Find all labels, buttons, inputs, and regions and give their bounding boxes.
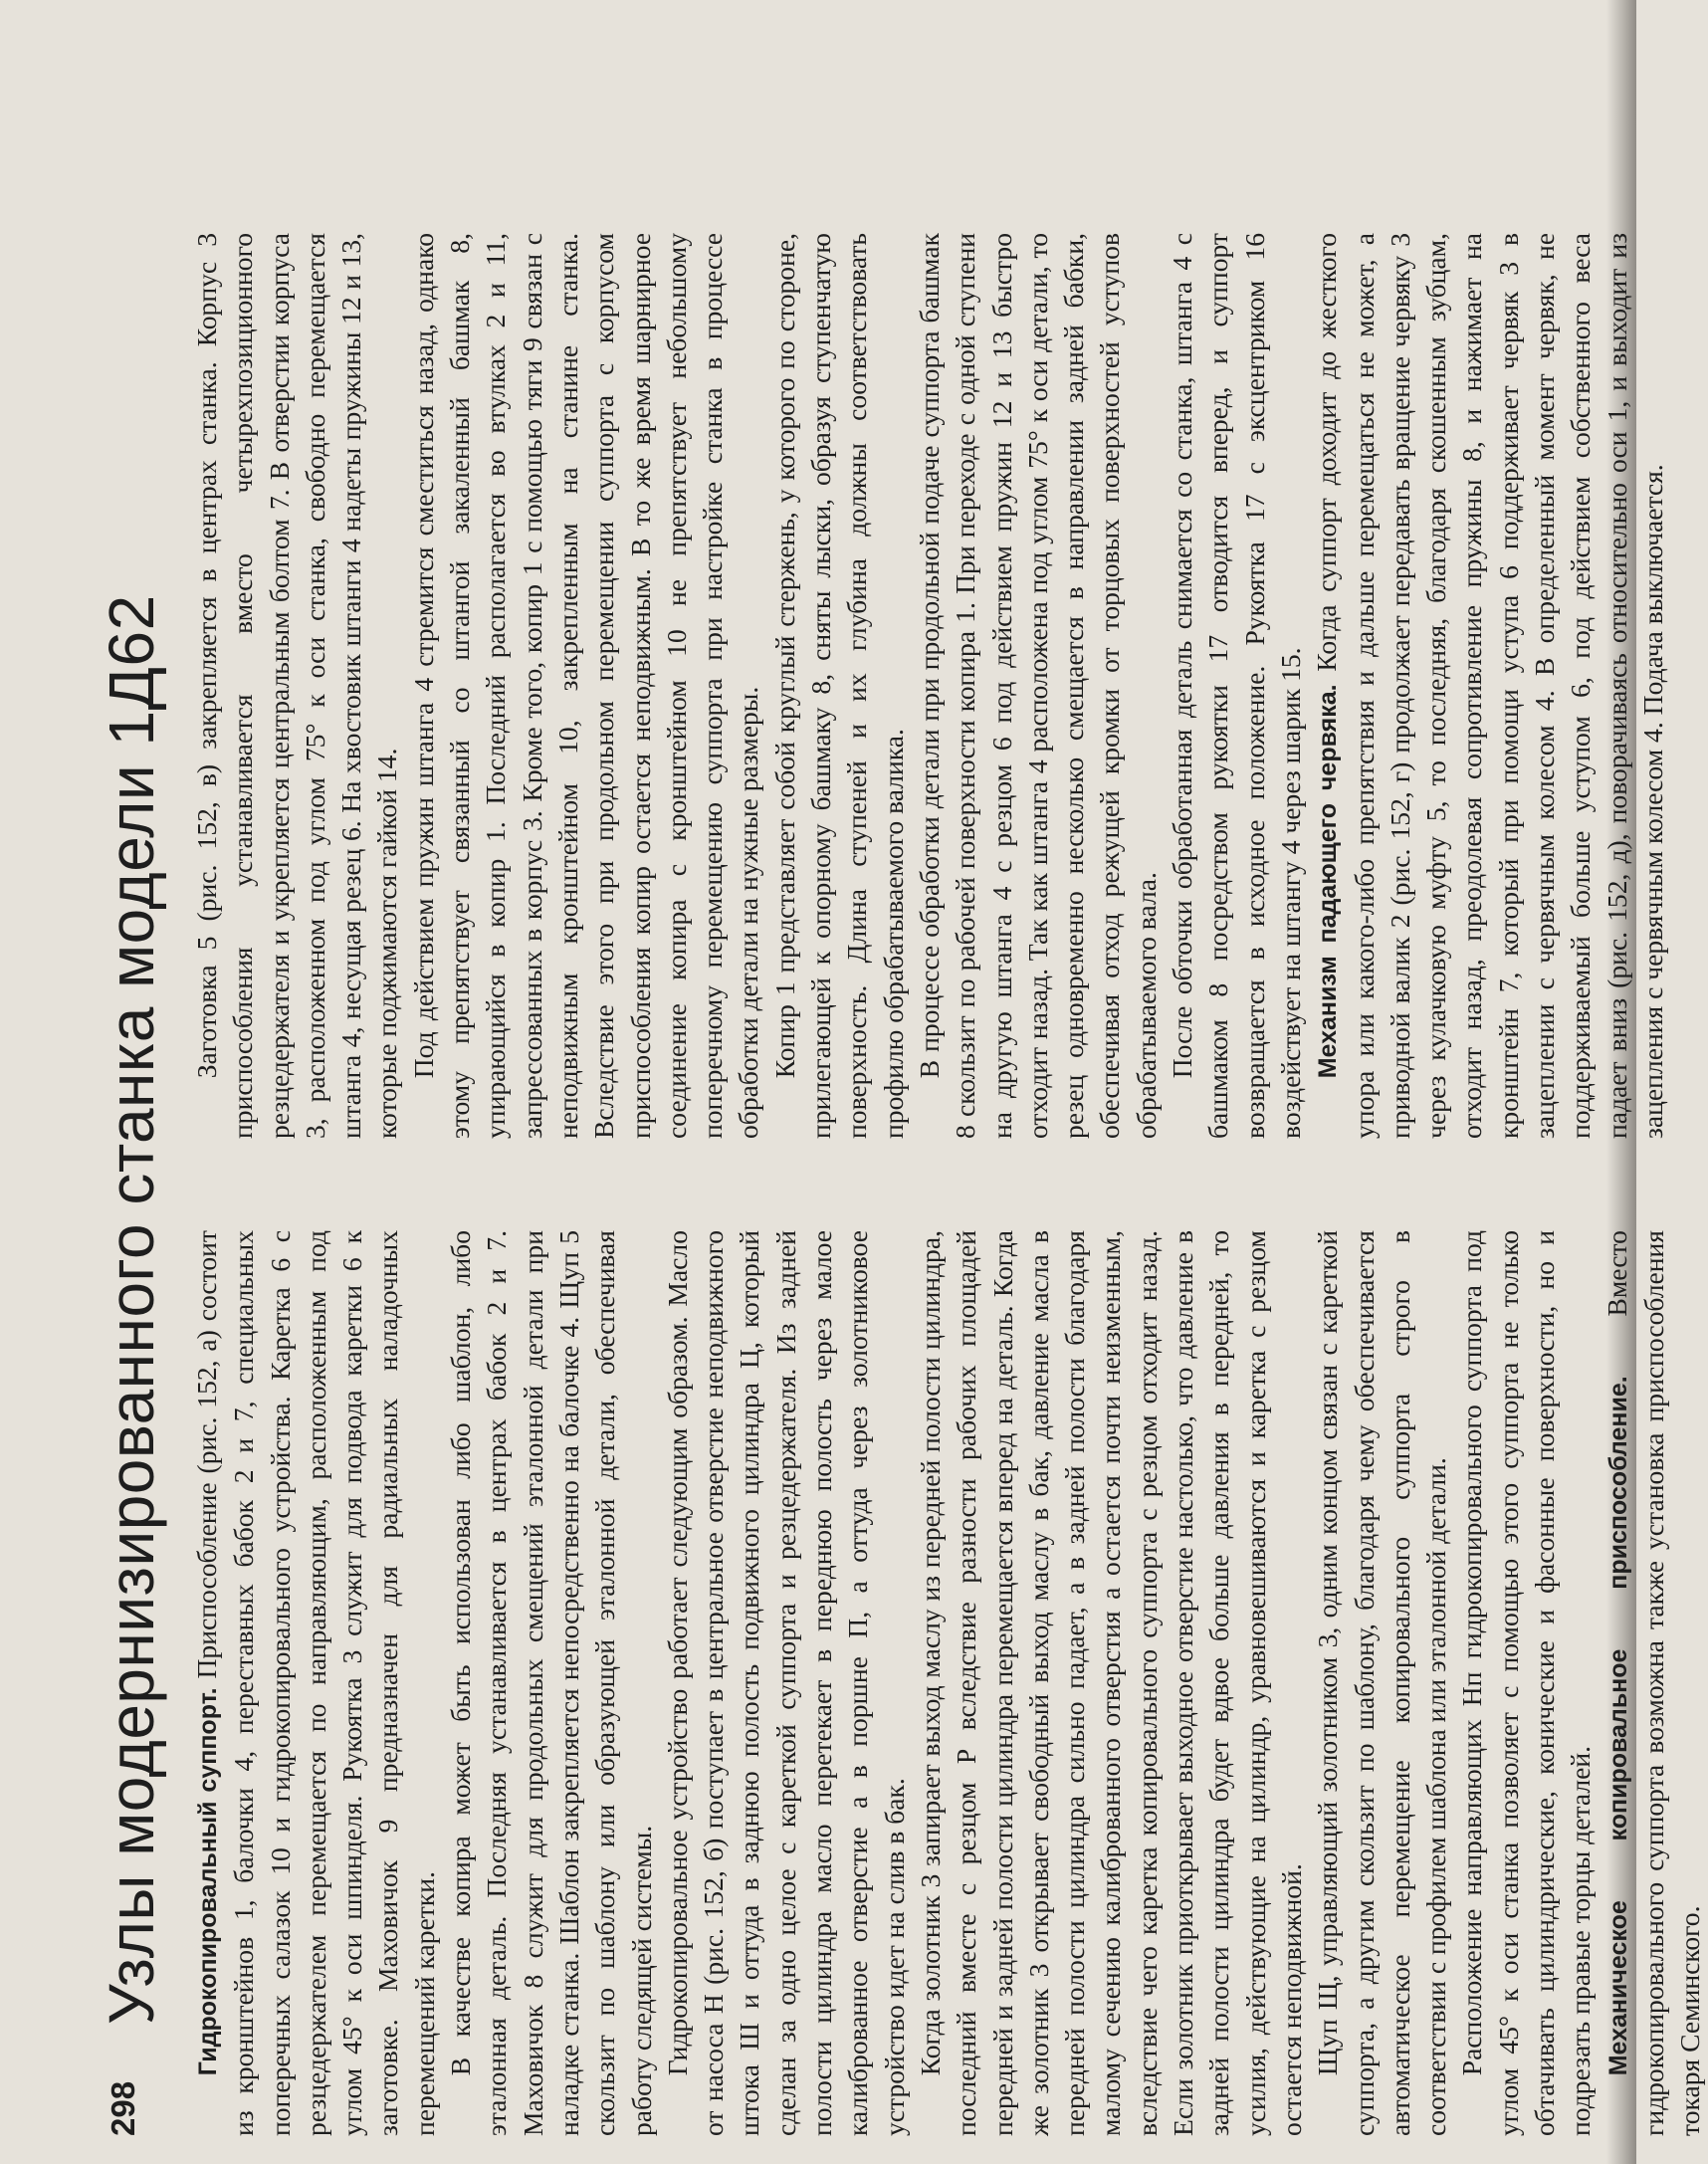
paragraph xyxy=(913,1230,1310,2136)
paragraph-text: Гидрокопировальное устройство работает следующим образом. Масло от насоса Н (рис. 152, б) поступает в центральное отверстие неподвижного штока Ш и оттуда в заднюю полость подвижного цилиндра Ц, который сделан за одно целое с кареткой суппорта и резцедержателя. Из задней полости цилиндра масло перетекает в переднюю полость через малое калиброванное отверстие а в поршне П, а оттуда через золотниковое устройство идет на слив в бак. xyxy=(661,1230,910,2136)
paragraph-text: Вместо гидрокопировального суппорта возможна также установка приспособления токаря Семинского. xyxy=(1601,1230,1706,2136)
paragraph xyxy=(406,233,767,1139)
paragraph xyxy=(767,233,912,1139)
paragraph-text: Щуп Щ, управляющий золотником 3, одним концом связан с кареткой суппорта, а другим скользит по шаблону, благодаря чему обеспечивается автоматическое перемещение копировального суппорта строго в соответствии с профилем шаблона или эталонной детали. xyxy=(1312,1230,1452,2136)
paragraph xyxy=(1600,1230,1708,2136)
paragraph xyxy=(1310,1230,1454,2136)
paragraph-text: Когда золотник 3 запирает выход маслу из передней полости цилиндра, последний вместе с резцом Р вследствие разности рабочих площадей передней и задней полости цилиндра перемещается вперед на деталь. Когда же золотник 3 открывает свободный выход маслу в бак, давление масла в передней полости цилиндра сильно падает, а в задней полости благодаря малому сечению калиброванного отверстия а остается почти неизменным, вследствие чего каретка копировального суппорта с резцом отходит назад. Если золотник приоткрывает выходное отверстие настолько, что давление в задней полости цилиндра будет вдвое больше давления в передней, то усилия, действующие на цилиндр, уравновешиваются и каретка с резцом остается неподвижной. xyxy=(914,1230,1307,2136)
paragraph-heading: Гидрокопировальный суппорт. xyxy=(194,1687,222,2076)
paragraph-heading: Механическое копировальное приспособление. xyxy=(1603,1376,1632,2076)
paragraph-text: Копир 1 представляет собой круглый стержень, у которого по стороне, прилегающей к опорному башмаку 8, сняты лыски, образуя ступенчатую поверхность. Длина ступеней и их глубина должны соответствовать профилю обрабатываемого валика. xyxy=(768,233,909,1139)
paragraph xyxy=(1309,233,1671,1139)
paragraph-text: Расположение направляющих Нп гидрокопировального суппорта под углом 45° к оси станка позволяет с помощью этого суппорта не только обтачивать цилиндрические, конические и фасонные поверхности, но и подрезать правые торцы деталей. xyxy=(1456,1230,1597,2136)
left-text-column xyxy=(189,1230,1708,2136)
paragraph xyxy=(660,1230,913,2136)
paragraph-text: Под действием пружин штанга 4 стремится сместиться назад, однако этому препятствует связанный со штангой закаленный башмак 8, упирающийся в копир 1. Последний располагается во втулках 2 и 11, запрессованных в корпус 3. Кроме того, копир 1 с помощью тяги 9 связан с неподвижным кронштейном 10, закрепленным на станине станка. Вследствие этого при продольном перемещении суппорта с корпусом приспособления копир остается неподвижным. В то же время шарнирное соединение копира с кронштейном 10 не препятствует небольшому поперечному перемещению суппорта при настройке станка в процессе обработки детали на нужные размеры. xyxy=(407,233,764,1139)
paragraph-text: Заготовка 5 (рис. 152, в) закрепляется в центрах станка. Корпус 3 приспособления устанавливается вместо четырехпозиционного резцедержателя и укрепляется центральным болтом 7. В отверстии корпуса 3, расположенном под углом 75° к оси станка, свободно перемещается штанга 4, несущая резец 6. На хвостовик штанги 4 надеты пружины 12 и 13, которые поджимаются гайкой 14. xyxy=(191,233,403,1139)
paragraph xyxy=(443,1230,660,2136)
paragraph-text: После обточки обработанная деталь снимается со станка, штанга 4 с башмаком 8 посредством рукоятки 17 отводится вперед, и суппорт возвращается в исходное положение. Рукоятка 17 с эксцентриком 16 воздействует на штангу 4 через шарик 15. xyxy=(1167,233,1306,1139)
paragraph xyxy=(1454,1230,1599,2136)
paragraph xyxy=(1165,233,1309,1139)
paragraph-text: Когда суппорт доходит до жесткого упора или какого-либо препятствия и дальше перемещаться не может, а приводной валик 2 (рис. 152, г) продолжает передавать вращение червяку 3 через кулачковую муфту 5, то последняя, благодаря скошенным зубцам, отходит назад, преодолевая сопротивление пружины 8, и нажимает на кронштейн 7, который при помощи уступа 6 поддерживает червяк 3 в зацеплении с червячным колесом 4. В определенный момент червяк, не поддерживаемый больше уступом 6, под действием собственного веса падает вниз (рис. 152, д), поворачиваясь относительно оси 1, и выходит из зацепления с червячным колесом 4. Подача выключается. xyxy=(1311,233,1668,1139)
paragraph xyxy=(189,1230,443,2136)
right-text-column xyxy=(189,233,1671,1139)
page-title: Узлы модернизированного станка модели 1Д62 xyxy=(96,594,167,2025)
paragraph-text: Приспособление (рис. 152, а) состоит из кронштейнов 1, балочки 4, переставных бабок 2 и 7, специальных поперечных салазок 10 и гидрокопировального устройства. Каретка 6 с резцедержателем перемещается по направляющим, расположенным под углом 45° к оси шпинделя. Рукоятка 3 служит для подвода каретки 6 к заготовке. Маховичок 9 предназначен для радиальных наладочных перемещений каретки. xyxy=(191,1230,440,2136)
page-number: 298 xyxy=(105,2080,141,2136)
paragraph-heading: Механизм падающего червяка. xyxy=(1314,684,1343,1079)
paragraph xyxy=(189,233,406,1139)
paragraph-text: В процессе обработки детали при продольной подаче суппорта башмак 8 скользит по рабочей поверхности копира 1. При переходе с одной ступени на другую штанга 4 с резцом 6 под действием пружин 12 и 13 быстро отходит назад. Так как штанга 4 расположена под углом 75° к оси детали, то резец одновременно несколько смещается в направлении задней бабки, обеспечивая отход режущей кромки от торцовых поверхностей уступов обрабатываемого вала. xyxy=(913,233,1162,1139)
paragraph xyxy=(912,233,1165,1139)
paragraph-text: В качестве копира может быть использован либо шаблон, либо эталонная деталь. Последняя устанавливается в центрах бабок 2 и 7. Маховичок 8 служит для продольных смещений эталонной детали при наладке станка. Шаблон закрепляется непосредственно на балочке 4. Щуп 5 скользит по шаблону или образующей эталонной детали, обеспечивая работу следящей системы. xyxy=(445,1230,657,2136)
